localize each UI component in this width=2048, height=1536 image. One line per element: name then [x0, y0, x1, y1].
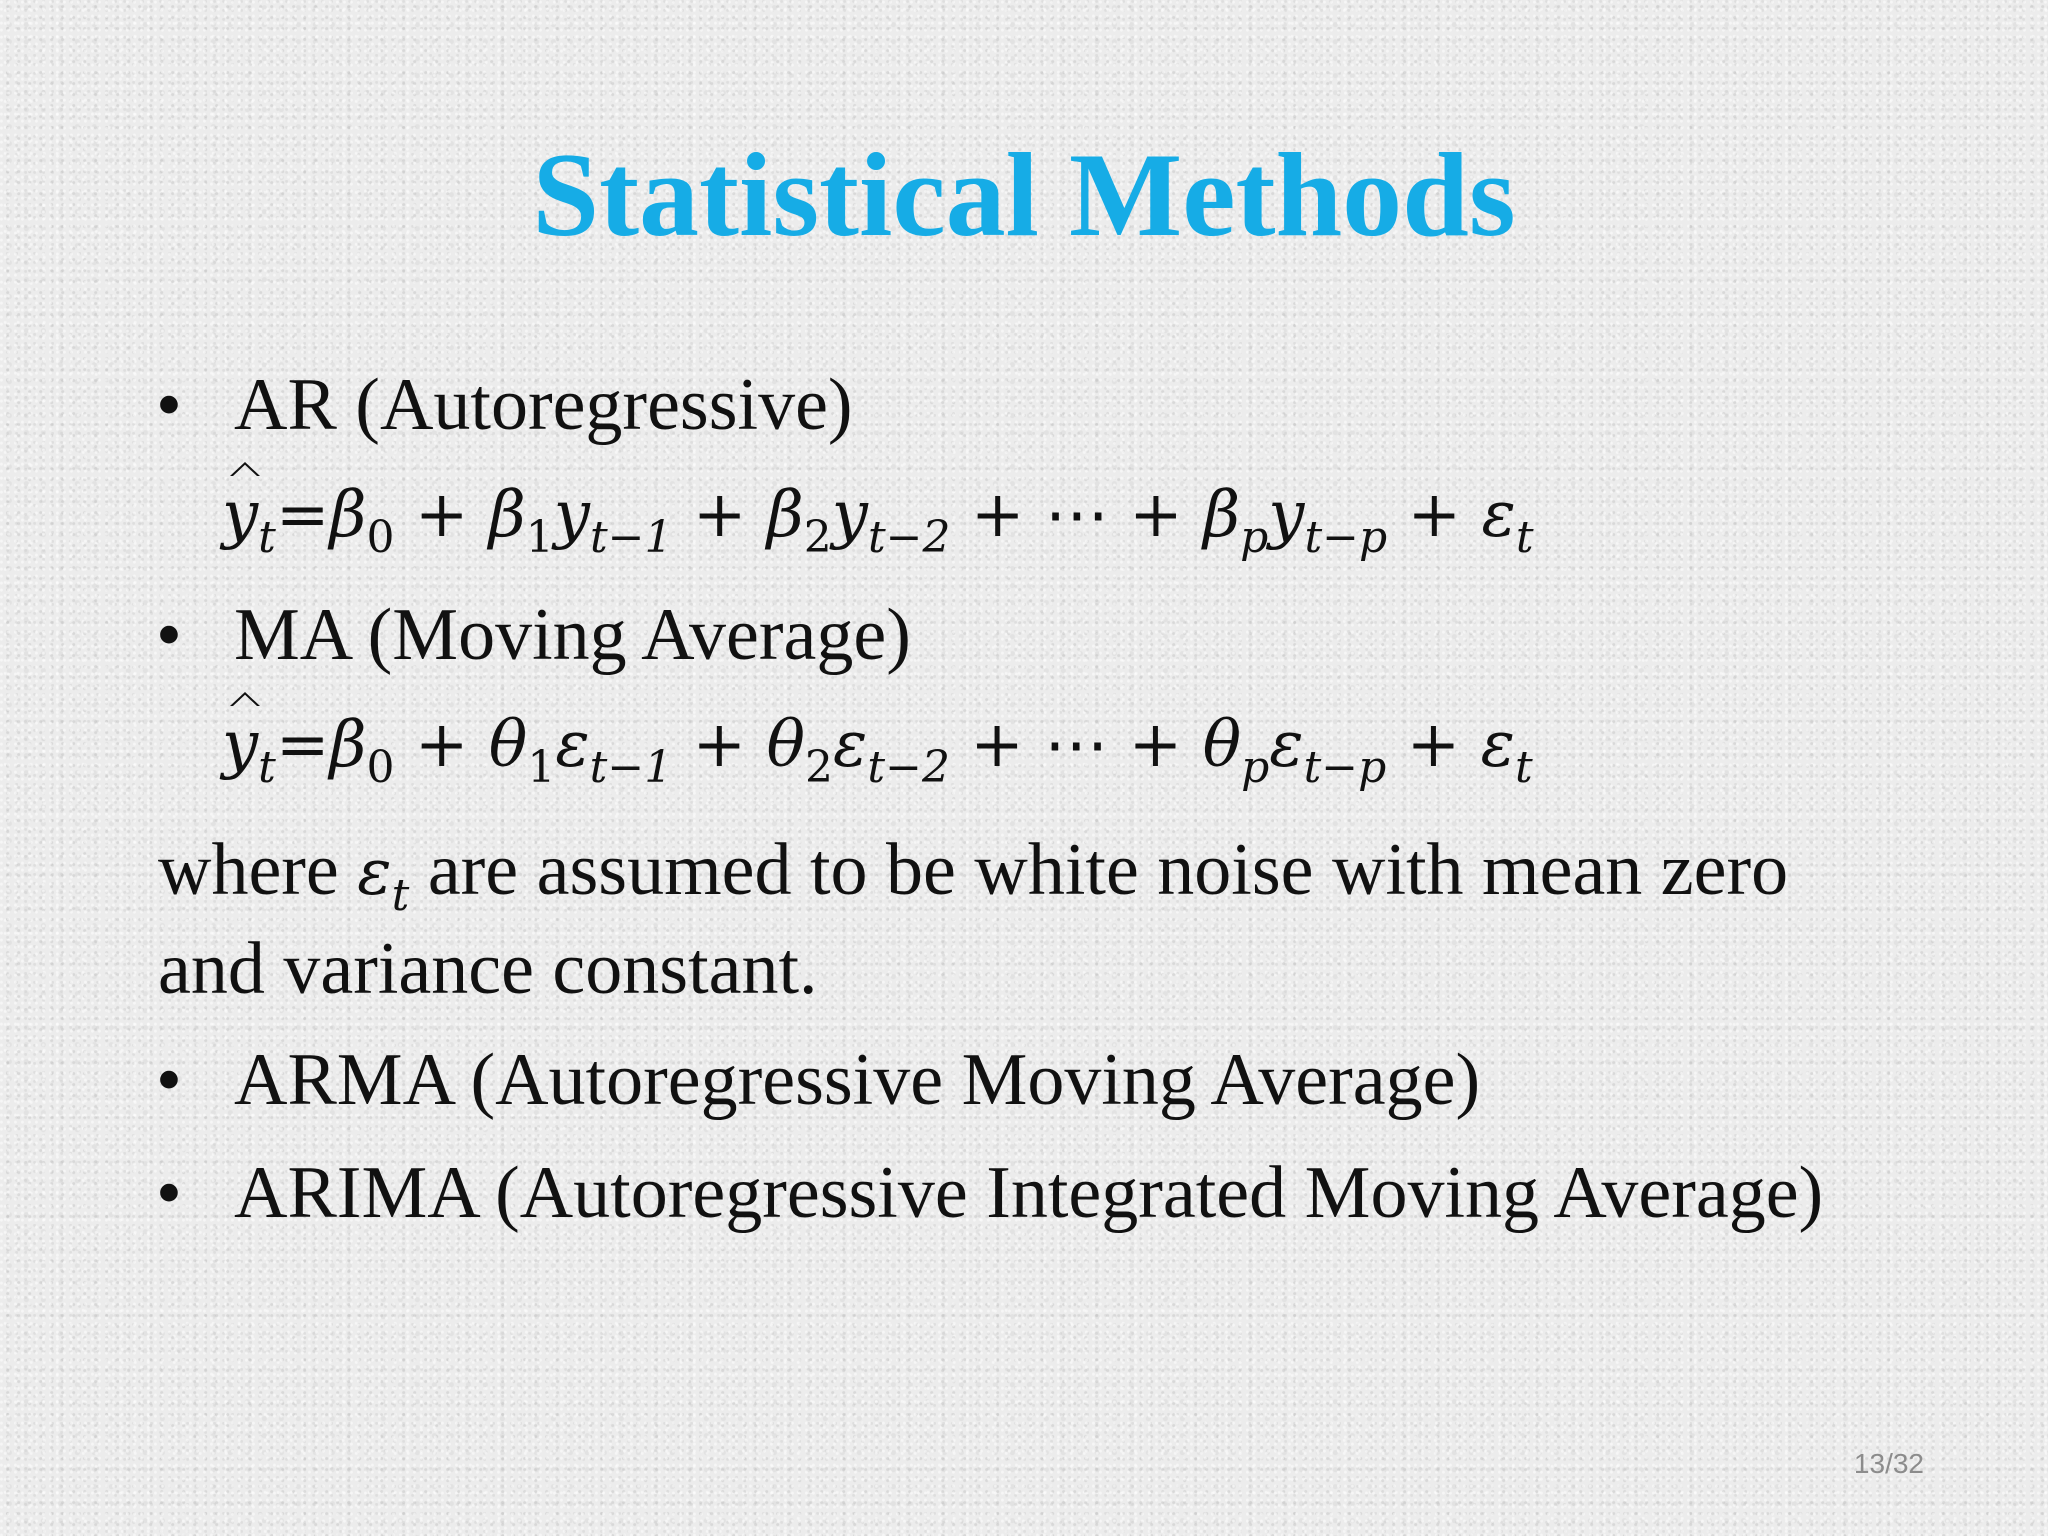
bullet-ar-label: AR (Autoregressive) [234, 364, 853, 446]
bullet-icon: • [156, 594, 182, 676]
epsilon-symbol: $\varepsilon_t$ [357, 836, 410, 921]
bullet-icon: • [156, 1152, 182, 1234]
noise-description [158, 822, 1958, 1017]
noise-description-line-2: and variance constant. [158, 928, 818, 1010]
bullet-ar [156, 360, 853, 450]
bullet-ma [156, 590, 911, 680]
bullet-arima-label: ARIMA (Autoregressive Integrated Moving Average) [234, 1152, 1824, 1234]
bullet-arma-label: ARMA (Autoregressive Moving Average) [234, 1039, 1481, 1121]
ar-formula: $y_t=\beta_0 + \beta_1y_{t-1} + \beta_2y_{t-2}$ + ⋯ + $\beta_py_{t-p} + \varepsilon_t$ [222, 470, 1534, 560]
noise-description-line-1: where $\varepsilon_t$ are assumed to be white noise with mean zero [158, 829, 1789, 921]
bullet-arima [156, 1148, 1823, 1238]
formula-hat-y: y [222, 470, 258, 560]
bullet-ma-label: MA (Moving Average) [234, 594, 911, 676]
ma-formula: $y_t=\beta_0 + \theta_1\varepsilon_{t-1} + \theta_2\varepsilon_{t-2}$ + ⋯ + $\theta_p\varepsilon_{t-p} + \varepsilon_t$ [222, 700, 1533, 790]
page-number: 13/32 [1853, 1448, 1924, 1479]
formula-hat-y: y [222, 700, 258, 790]
slide-title: Statistical Methods [532, 128, 1516, 261]
bullet-icon: • [156, 364, 182, 446]
bullet-arma [156, 1035, 1480, 1125]
bullet-icon: • [156, 1039, 182, 1121]
